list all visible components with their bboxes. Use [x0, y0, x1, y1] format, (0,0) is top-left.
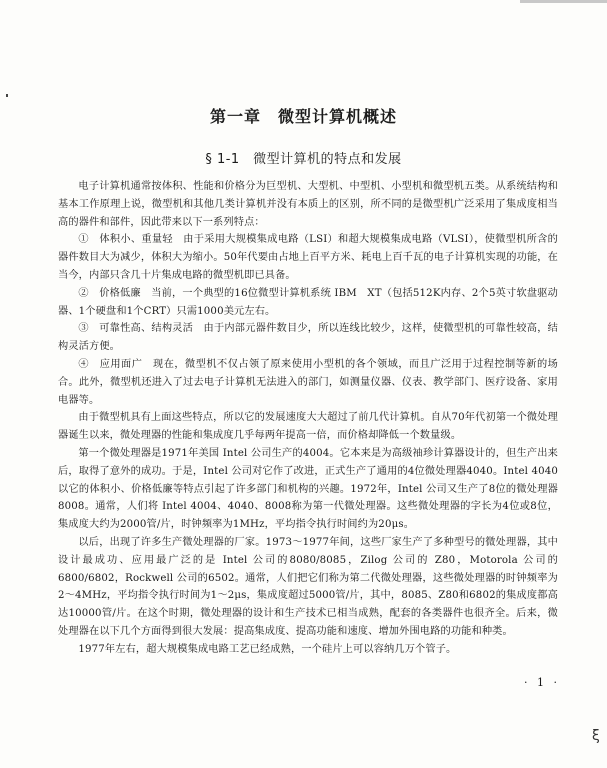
scan-edge-artifact: [520, 0, 607, 3]
page-number: · 1 ·: [524, 676, 560, 689]
paragraph-feature-3: ③ 可靠性高、结构灵活 由于内部元器件数目少，所以连线比较少，这样，使微型机的可靠性较高，结构灵活方便。: [58, 323, 558, 353]
paragraph-first-generation: 第一个微处理器是1971年美国 Intel 公司生产的4004。它本来是为高级袖珍计算器设计的，但生产出来后，取得了意外的成功。于是，Intel 公司对它作了改进，正式生产了通用的4位微处理器4040。Intel 4040以它的体积小、价格低廉等特点引起了许多部门和机构的兴趣。1972年，Intel 公司又生产了8位的微处理器8008。通常，人们将 Intel 4004、4040、8008称为第一代微处理器。这些微处理器的字长为4位或8位，集成度大约为2000管/片，时钟频率为1MHz，平均指令执行时间约为20μs。: [58, 447, 558, 531]
paragraph-feature-2: ② 价格低廉 当前，一个典型的16位微型计算机系统 IBM XT（包括512K内存、2个5英寸软盘驱动器、1个硬盘和1个CRT）只需1000美元左右。: [58, 287, 558, 317]
chapter-title: 第一章 微型计算机概述: [209, 107, 397, 126]
body-text: [58, 178, 558, 659]
paragraph-intro: 电子计算机通常按体积、性能和价格分为巨型机、大型机、中型机、小型机和微型机五类。从系统结构和基本工作原理上说，微型机和其他几类计算机并没有本质上的区别，所不同的是微型机广泛采用了集成度相当高的器件和部件，因此带来以下一系列特点：: [58, 181, 558, 228]
paragraph-feature-1: ① 体积小、重量轻 由于采用大规模集成电路（LSI）和超大规模集成电路（VLSI），使微型机所含的器件数目大为减少，体积大为缩小。50年代要由占地上百平方米、耗电上百千瓦的电子计算机实现的功能，在当今，内部只含几十片集成电路的微型机即已具备。: [58, 234, 558, 281]
scan-speck: [6, 94, 8, 97]
paragraph-vlsi: 1977年左右，超大规模集成电路工艺已经成熟，一个硅片上可以容纳几万个管子。: [78, 643, 457, 655]
paragraph-feature-4: ④ 应用面广 现在，微型机不仅占领了原来使用小型机的各个领域，而且广泛用于过程控制等新的场合。此外，微型机还进入了过去电子计算机无法进入的部门，如测量仪器、仪表、教学部门、医疗设备、家用电器等。: [58, 358, 558, 406]
paragraph-second-generation: 以后，出现了许多生产微处理器的厂家。1973～1977年间，这些厂家生产了多种型号的微处理器，其中设计最成功、应用最广泛的是 Intel 公司的8080/8085，Zilog 公司的 Z80，Motorola 公司的6800/6802，Rockwell 公司的6502。通常，人们把它们称为第二代微处理器，这些微处理器的时钟频率为2～4MHz，平均指令执行时间为1～2μs，集成度超过5000管/片，其中，8085、Z80和6802的集成度都高达10000管/片。在这个时期，微处理器的设计和生产技术已相当成熟，配套的各类器件也很齐全。后来，微处理器在以下几个方面得到很大发展：提高集成度、提高功能和速度、增加外围电路的功能和种类。: [58, 536, 558, 637]
paragraph-development: 由于微型机具有上面这些特点，所以它的发展速度大大超过了前几代计算机。自从70年代初第一个微处理器诞生以来，微处理器的性能和集成度几乎每两年提高一倍，而价格却降低一个数量级。: [58, 412, 558, 442]
edge-glyph: ξ: [592, 728, 600, 744]
section-title: § 1-1 微型计算机的特点和发展: [205, 152, 402, 167]
